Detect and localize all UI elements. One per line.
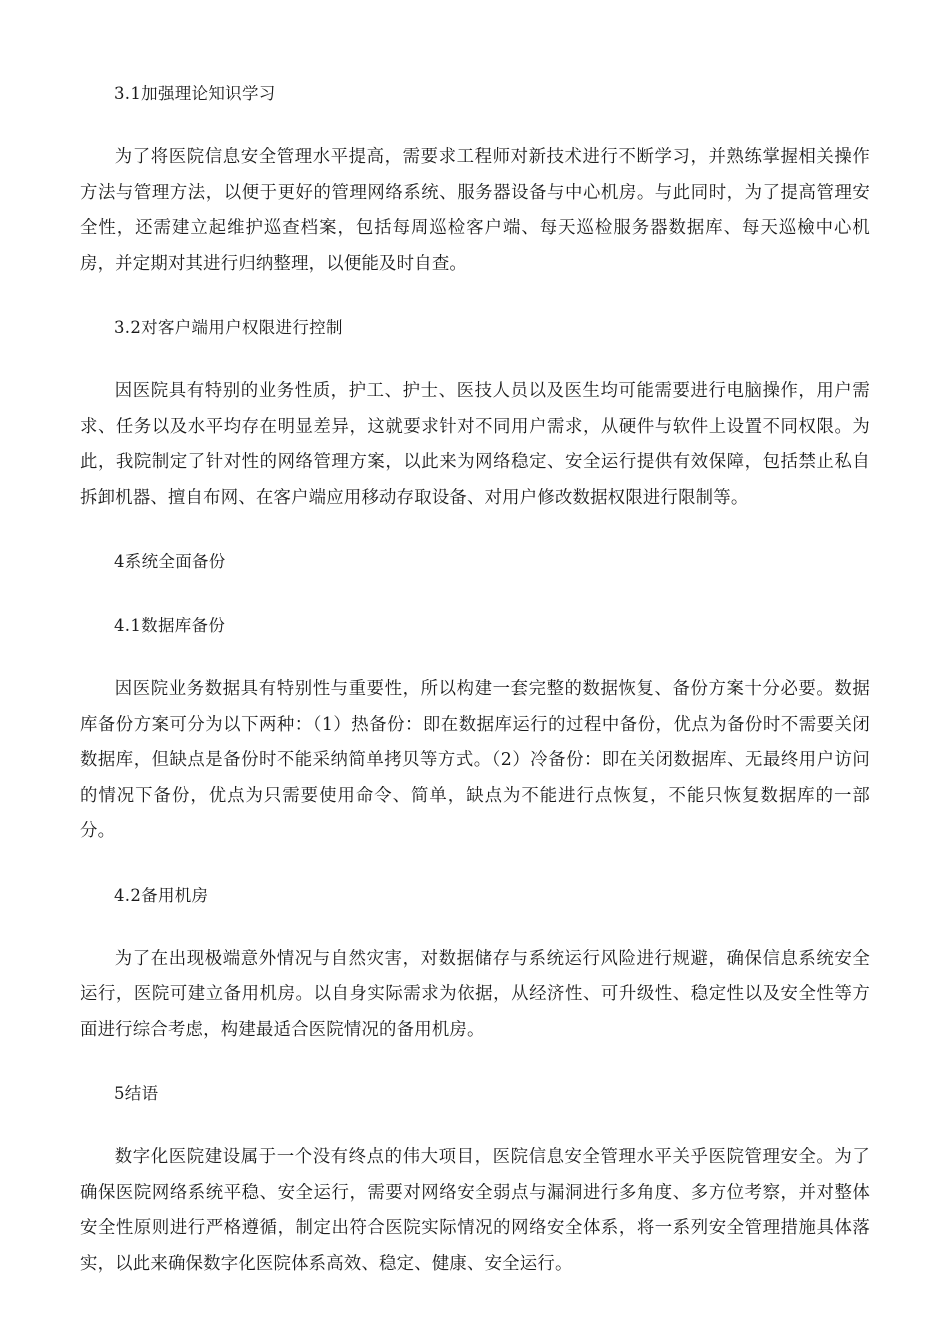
section-heading: 4系统全面备份 — [114, 552, 226, 571]
section-paragraph: 因医院具有特别的业务性质，护工、护士、医技人员以及医生均可能需要进行电脑操作，用户需求、任务以及水平均存在明显差异，这就要求针对不同用户需求，从硬件与软件上设置不同权限。为此，我院制定了针对性的网络管理方案，以此来为网络稳定、安全运行提供有效保障，包括禁止私自拆卸机器、擅自布网、在客户端应用移动存取设备、对用户修改数据权限进行限制等。 — [80, 381, 870, 508]
section-heading: 3.1加强理论知识学习 — [114, 84, 276, 103]
section-paragraph: 数字化医院建设属于一个没有终点的伟大项目，医院信息安全管理水平关乎医院管理安全。为了确保医院网络系统平稳、安全运行，需要对网络安全弱点与漏洞进行多角度、多方位考察，并对整体安全性原则进行严格遵循，制定出符合医院实际情况的网络安全体系，将一系列安全管理措施具体落实，以此来确保数字化医院体系高效、稳定、健康、安全运行。 — [80, 1147, 870, 1274]
section-heading: 3.2对客户端用户权限进行控制 — [114, 318, 343, 337]
section-paragraph: 为了将医院信息安全管理水平提高，需要求工程师对新技术进行不断学习，并熟练掌握相关操作方法与管理方法，以便于更好的管理网络系统、服务器设备与中心机房。与此同时，为了提高管理安全性，还需建立起维护巡查档案，包括每周巡检客户端、每天巡检服务器数据库、每天巡檢中心机房，并定期对其进行归纳整理，以便能及时自查。 — [80, 147, 870, 274]
section-4-1 — [80, 608, 870, 850]
section-4-2 — [80, 878, 870, 1049]
section-paragraph: 为了在出现极端意外情况与自然灾害，对数据储存与系统运行风险进行规避，确保信息系统安全运行，医院可建立备用机房。以自身实际需求为依据，从经济性、可升级性、稳定性以及安全性等方面进行综合考虑，构建最适合医院情况的备用机房。 — [80, 948, 870, 1040]
section-3-2 — [80, 310, 870, 516]
section-paragraph: 因医院业务数据具有特别性与重要性，所以构建一套完整的数据恢复、备份方案十分必要。数据库备份方案可分为以下两种：（1）热备份：即在数据库运行的过程中备份，优点为备份时不需要关闭数据库，但缺点是备份时不能采纳简单拷贝等方式。（2）冷备份：即在关闭数据库、无最终用户访问的情况下备份，优点为只需要使用命令、简单，缺点为不能进行点恢复，不能只恢复数据库的一部分。 — [80, 679, 870, 841]
section-heading: 4.2备用机房 — [114, 885, 209, 905]
section-4 — [80, 544, 870, 580]
section-5 — [80, 1076, 870, 1282]
section-heading: 4.1数据库备份 — [114, 616, 226, 635]
document-body — [80, 76, 870, 1310]
section-3-1 — [80, 76, 870, 282]
section-heading: 5结语 — [114, 1084, 159, 1103]
